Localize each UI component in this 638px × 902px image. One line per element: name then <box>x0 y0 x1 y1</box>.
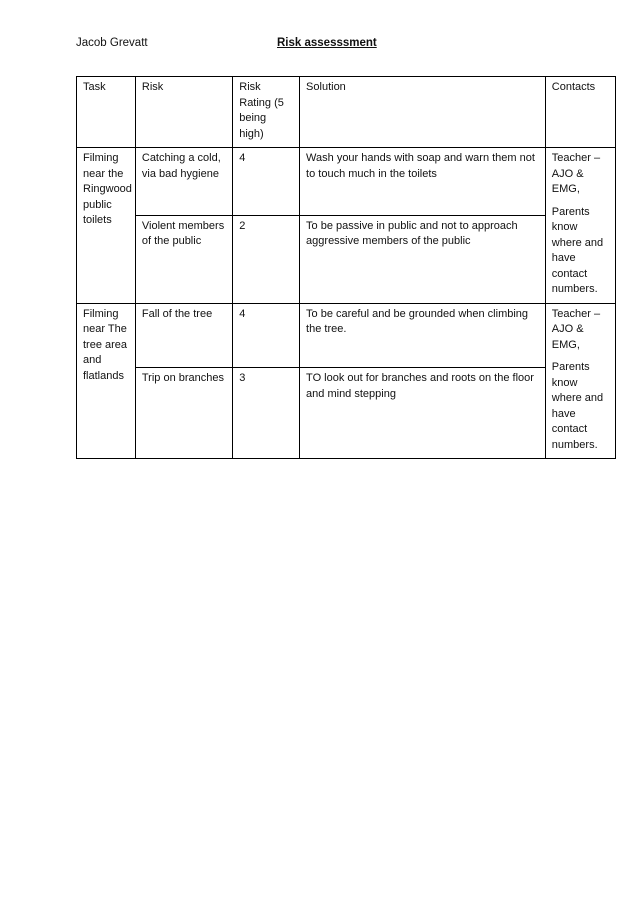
contacts-teacher: Teacher – AJO & EMG, <box>551 152 601 195</box>
table-row <box>77 303 616 368</box>
column-header-risk-rating: Risk Rating (5 being high) <box>233 77 300 148</box>
risk-cell: Violent members of the public <box>135 215 232 303</box>
rating-cell: 2 <box>233 215 300 303</box>
task-cell: Filming near the Ringwood public toilets <box>77 148 136 304</box>
document-title: Risk assesssment <box>277 37 377 49</box>
column-header-contacts: Contacts <box>545 77 615 148</box>
table-row <box>77 368 616 459</box>
rating-cell: 4 <box>233 303 300 368</box>
contacts-parents: Parents know where and have contact numbers. <box>551 205 604 295</box>
risk-cell: Trip on branches <box>135 368 232 459</box>
column-header-solution: Solution <box>300 77 546 148</box>
solution-cell: To be passive in public and not to approach aggressive members of the public <box>300 215 546 303</box>
solution-cell: TO look out for branches and roots on the floor and mind stepping <box>300 368 546 459</box>
contacts-cell <box>545 303 615 459</box>
contacts-cell <box>545 148 615 304</box>
rating-cell: 3 <box>233 368 300 459</box>
rating-cell: 4 <box>233 148 300 216</box>
author-name: Jacob Grevatt <box>76 37 148 49</box>
task-cell: Filming near The tree area and flatlands <box>77 303 136 459</box>
table-header-row <box>77 77 616 148</box>
column-header-task: Task <box>77 77 136 148</box>
table-row <box>77 215 616 303</box>
table-row <box>77 148 616 216</box>
risk-cell: Catching a cold, via bad hygiene <box>135 148 232 216</box>
contacts-parents: Parents know where and have contact numbers. <box>551 361 604 451</box>
solution-cell: To be careful and be grounded when climbing the tree. <box>300 303 546 368</box>
contacts-teacher: Teacher – AJO & EMG, <box>551 307 601 351</box>
solution-cell: Wash your hands with soap and warn them not to touch much in the toilets <box>300 148 546 216</box>
column-header-risk: Risk <box>135 77 232 148</box>
risk-cell: Fall of the tree <box>135 303 232 368</box>
risk-assessment-table <box>76 76 616 459</box>
